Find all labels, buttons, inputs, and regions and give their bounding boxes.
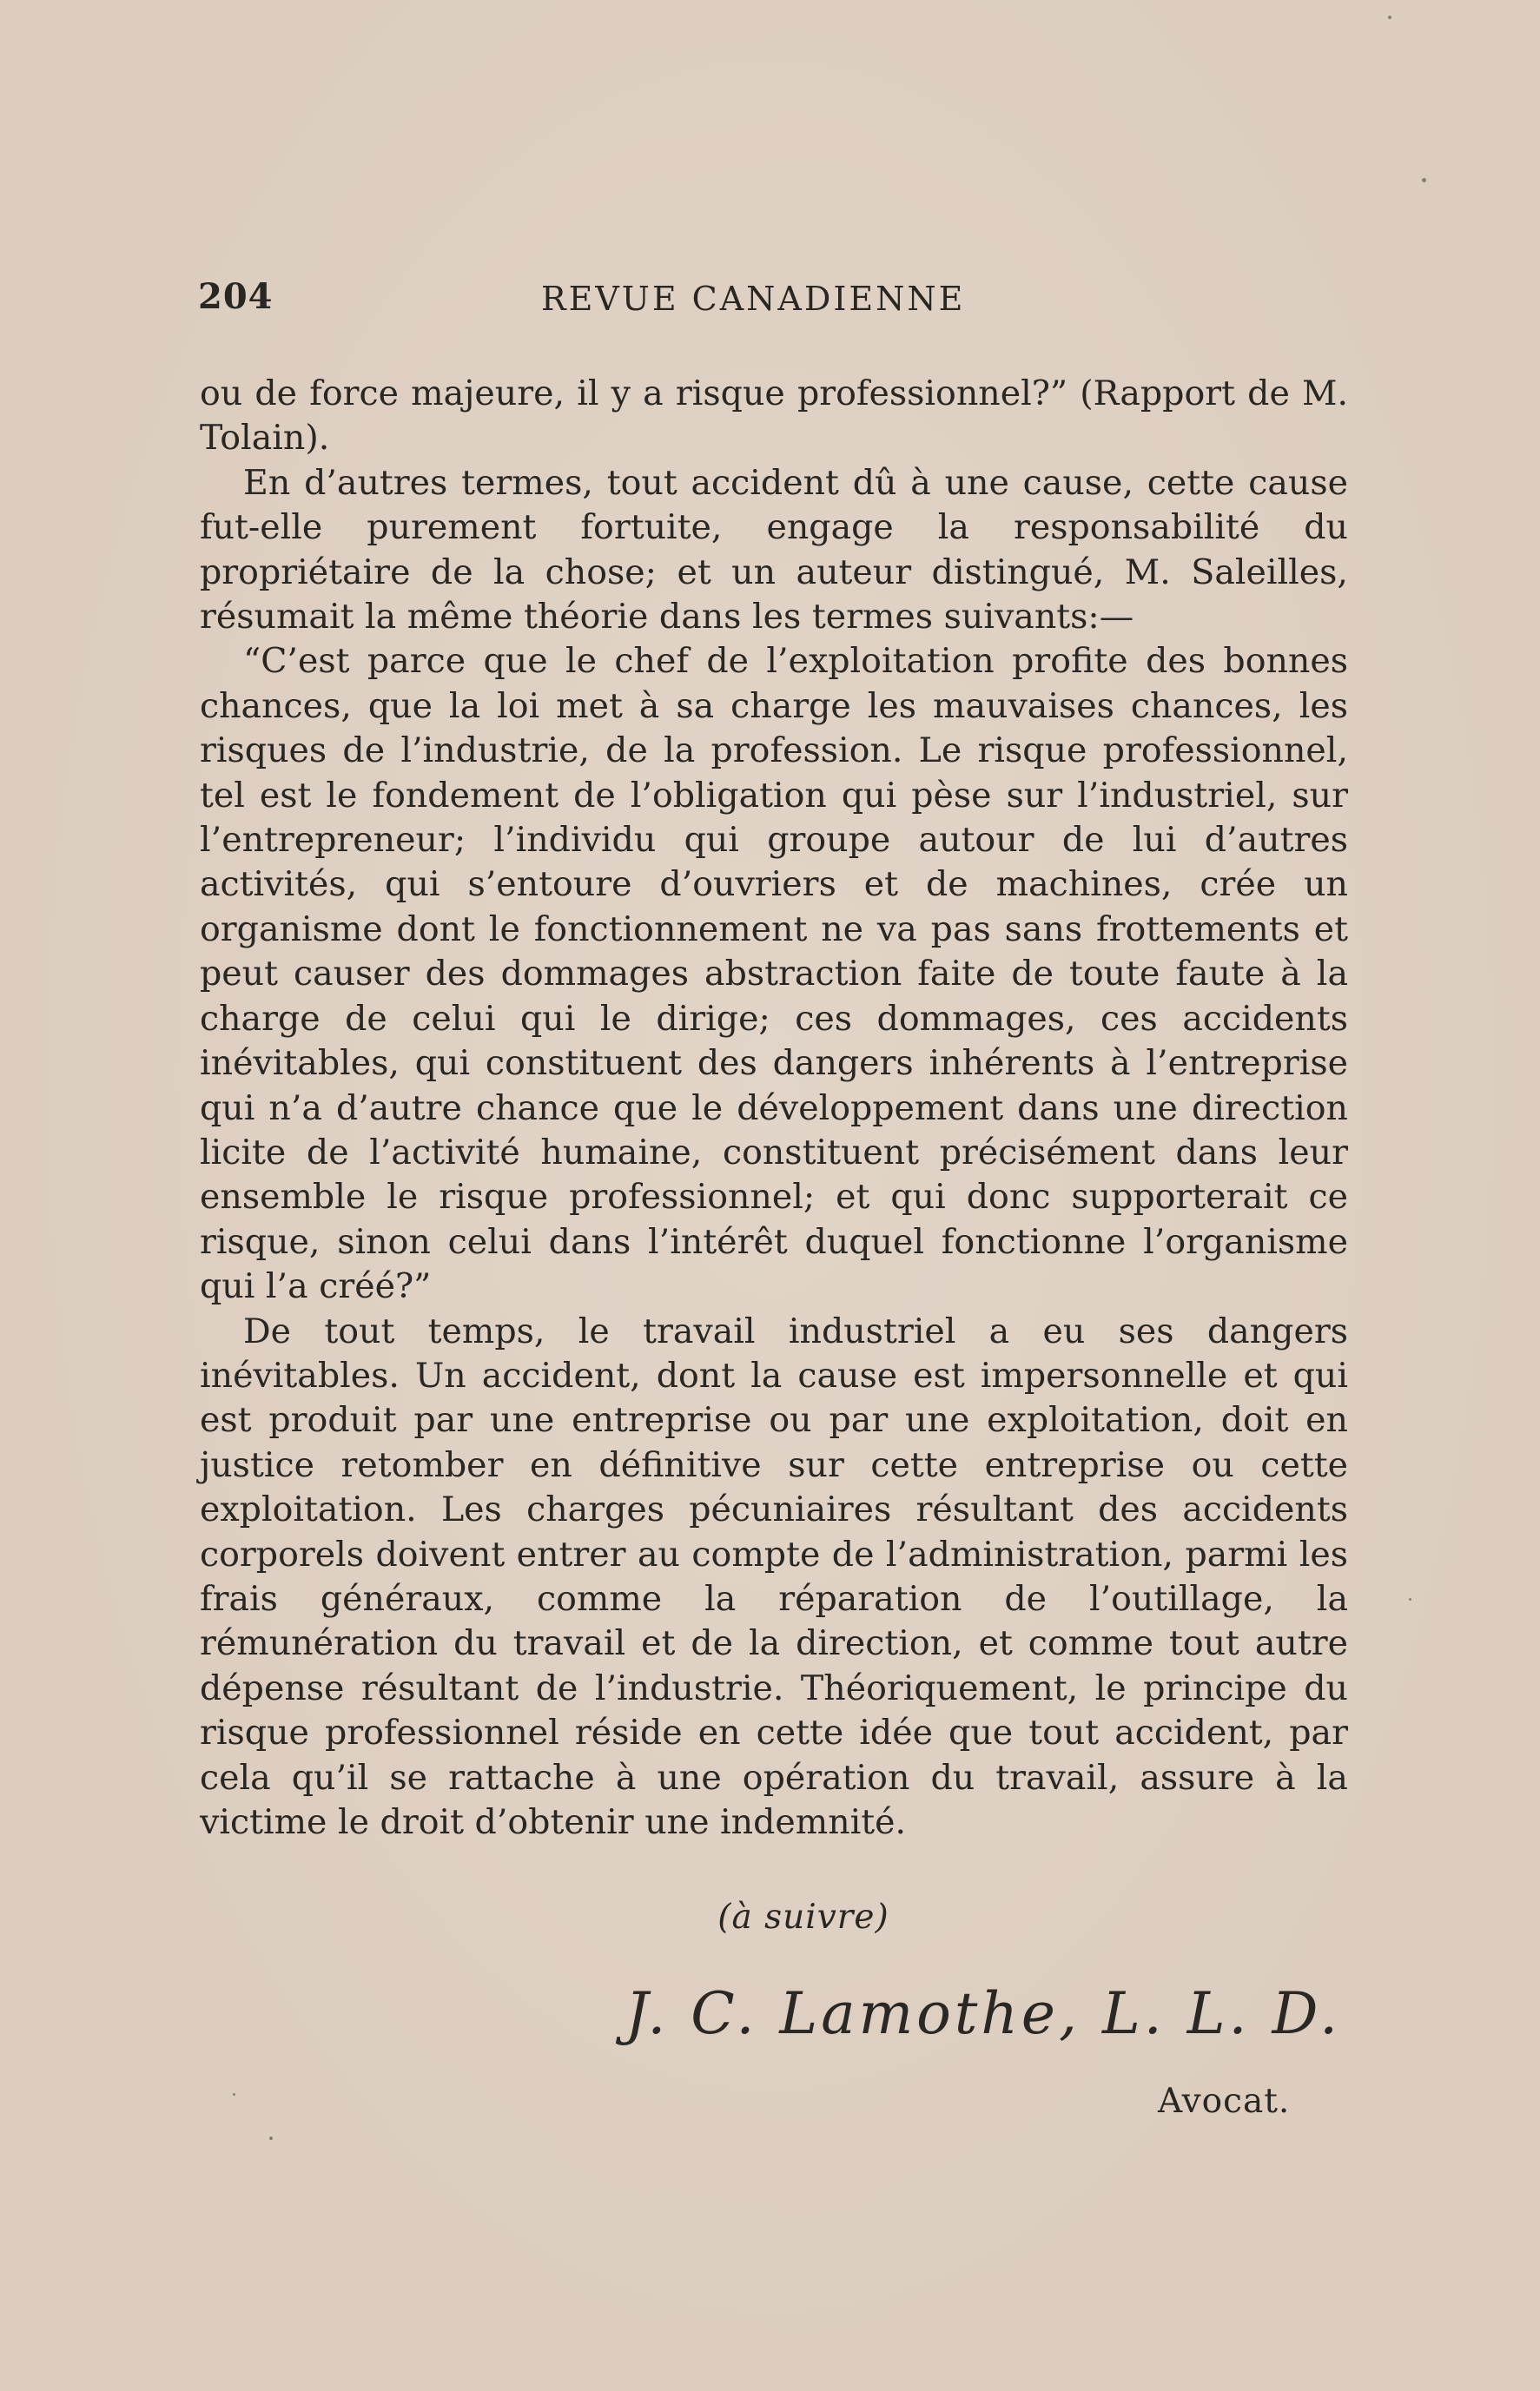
article-body <box>200 372 1348 1845</box>
paper-speck <box>1388 16 1391 19</box>
page-header <box>198 276 1353 328</box>
paragraph-2: En d’autres termes, tout accident dû à une cause, cette cause fut-elle purement fortuite, engage la responsabilité du propriétaire de la chose; et un auteur distingué, M. Saleilles, résumait la même théorie dans les termes suivants:— <box>200 462 1348 637</box>
page-number: 204 <box>198 276 274 317</box>
paper-speck <box>1409 1598 1411 1601</box>
running-title: REVUE CANADIENNE <box>541 280 966 318</box>
paper-speck <box>269 2137 273 2140</box>
paragraph-1: ou de force majeure, il y a risque professionnel?” (Rapport de M. Tolain). <box>200 373 1348 459</box>
paper-speck <box>233 2093 235 2096</box>
author-signature: J. C. Lamothe, L. L. D. <box>625 1980 1342 2047</box>
author-profession: Avocat. <box>1158 2082 1291 2121</box>
continuation-note: (à suivre) <box>717 1898 889 1937</box>
paper-speck <box>1422 178 1426 182</box>
paragraph-4: De tout temps, le travail industriel a eu ses dangers inévitables. Un accident, dont la cause est impersonnelle et qui est produit par une entreprise ou par une exploitation, doit en justice retomber en définitive sur cette entreprise ou cette exploitation. Les charges pécuniaires résultant des accidents corporels doivent entrer au compte de l’administration, parmi les frais généraux, comme la réparation de l’outillage, la rémunération du travail et de la direction, et comme tout autre dépense résultant de l’industrie. Théoriquement, le principe du risque professionnel réside en cette idée que tout accident, par cela qu’il se rattache à une opération du travail, assure à la victime le droit d’obtenir une indemnité. <box>200 1311 1348 1842</box>
paragraph-3-quote: “C’est parce que le chef de l’exploitation profite des bonnes chances, que la loi met à sa charge les mauvaises chances, les risques de l’industrie, de la profession. Le risque professionnel, tel est le fondement de l’obligation qui pèse sur l’industriel, sur l’entrepreneur; l’individu qui groupe autour de lui d’autres activités, qui s’entoure d’ouvriers et de machines, crée un organisme dont le fonctionnement ne va pas sans frottements et peut causer des dommages abstraction faite de toute faute à la charge de celui qui le dirige; ces dommages, ces accidents inévitables, qui constituent des dangers inhérents à l’entreprise qui n’a d’autre chance que le développement dans une direction licite de l’activité humaine, constituent précisément dans leur ensemble le risque professionnel; et qui donc supporterait ce risque, sinon celui dans l’intérêt duquel fonctionne l’organisme qui l’a créé?” <box>200 641 1348 1307</box>
